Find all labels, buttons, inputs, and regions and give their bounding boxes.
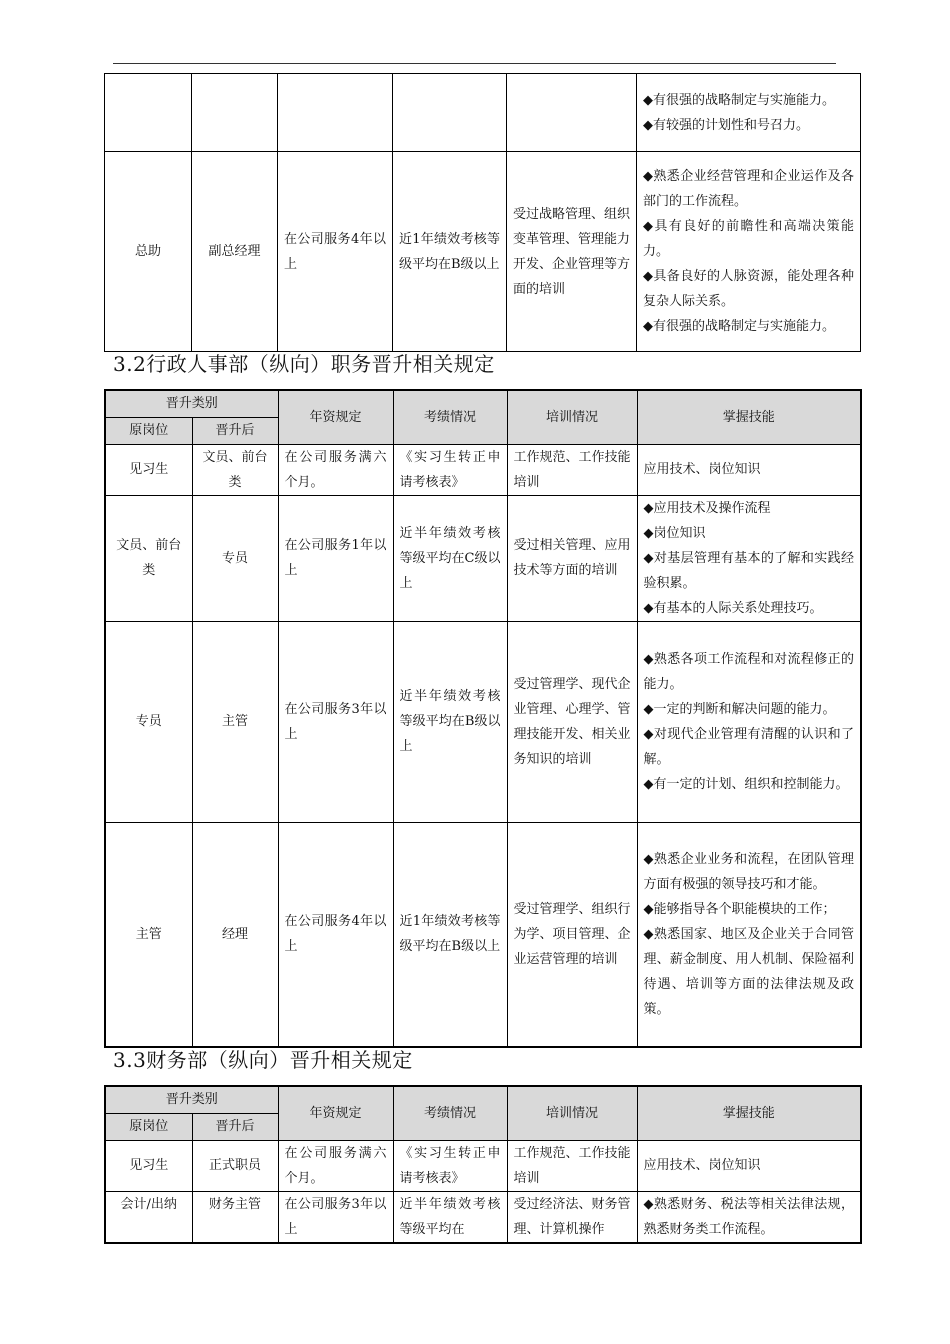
skill-item: ◆熟悉财务、税法等相关法律法规，熟悉财务类工作流程。	[643, 1196, 855, 1237]
promoted-position-cell: 经理	[192, 822, 278, 1047]
promoted-position-cell: 财务主管	[192, 1191, 278, 1243]
promotion-table-continued	[104, 73, 861, 352]
orig-position-cell: 见习生	[105, 444, 192, 495]
skill-item: ◆具有良好的前瞻性和高端决策能力。	[643, 219, 854, 259]
skill-item: ◆对基层管理有基本的了解和实践经验积累。	[643, 550, 855, 591]
table-row	[105, 822, 861, 1047]
header-category: 晋升类别	[105, 390, 278, 417]
promoted-position-cell: 副总经理	[192, 152, 278, 352]
skills-cell	[637, 152, 861, 352]
performance-cell: 近1年绩效考核等级平均在B级以上	[393, 152, 507, 352]
orig-position-cell: 见习生	[105, 1140, 192, 1191]
skill-item: ◆岗位知识	[643, 525, 706, 541]
performance-cell: 近半年绩效考核等级平均在	[393, 1191, 507, 1243]
table-row	[105, 74, 861, 152]
table-header-row	[105, 390, 861, 417]
performance-cell: 近1年绩效考核等级平均在B级以上	[393, 822, 507, 1047]
tenure-cell: 在公司服务3年以上	[278, 1191, 393, 1243]
orig-position-cell: 文员、前台类	[105, 495, 192, 621]
skills-cell	[637, 495, 861, 621]
training-cell: 受过经济法、财务管理、计算机操作	[507, 1191, 637, 1243]
tenure-cell: 在公司服务满六个月。	[278, 1140, 393, 1191]
orig-position-cell: 会计/出纳	[105, 1191, 192, 1243]
skill-item: ◆熟悉国家、地区及企业关于合同管理、薪金制度、用人机制、保险福利待遇、培训等方面的法律法规及政策。	[643, 926, 855, 1017]
header-tenure: 年资规定	[278, 1086, 393, 1140]
skills-cell	[637, 621, 861, 822]
training-cell: 工作规范、工作技能培训	[507, 1140, 637, 1191]
header-orig-position: 原岗位	[105, 1113, 192, 1140]
table-row	[105, 444, 861, 495]
skill-item: ◆熟悉企业业务和流程，在团队管理方面有极强的领导技巧和才能。	[643, 851, 855, 892]
header-training: 培训情况	[507, 1086, 637, 1140]
tenure-cell: 在公司服务满六个月。	[278, 444, 393, 495]
table-row	[105, 1191, 861, 1243]
skill-item: ◆有很强的战略制定与实施能力。	[643, 319, 835, 334]
performance-cell: 近半年绩效考核等级平均在B级以上	[393, 621, 507, 822]
header-orig-position: 原岗位	[105, 417, 192, 444]
orig-position-cell: 主管	[105, 822, 192, 1047]
promoted-position-cell: 主管	[192, 621, 278, 822]
header-tenure: 年资规定	[278, 390, 393, 444]
section-heading-admin: 3.2行政人事部（纵向）职务晋升相关规定	[113, 352, 495, 376]
skills-cell	[637, 1140, 861, 1191]
table-row	[105, 621, 861, 822]
promoted-position-cell: 文员、前台类	[192, 444, 278, 495]
training-cell: 工作规范、工作技能培训	[507, 444, 637, 495]
skill-item: ◆一定的判断和解决问题的能力。	[643, 701, 836, 717]
header-category: 晋升类别	[105, 1086, 278, 1113]
finance-promotion-table	[104, 1085, 862, 1244]
header-skills: 掌握技能	[637, 1086, 861, 1140]
header-rule	[113, 63, 836, 64]
skills-cell	[637, 1191, 861, 1243]
skill-item: ◆熟悉企业经营管理和企业运作及各部门的工作流程。	[643, 169, 854, 209]
skill-item: ◆能够指导各个职能模块的工作；	[643, 901, 836, 917]
table-row	[105, 495, 861, 621]
training-cell: 受过相关管理、应用技术等方面的培训	[507, 495, 637, 621]
orig-position-cell: 总助	[105, 152, 192, 352]
table-row	[105, 1140, 861, 1191]
promoted-position-cell: 专员	[192, 495, 278, 621]
tenure-cell: 在公司服务1年以上	[278, 495, 393, 621]
training-cell: 受过管理学、现代企业管理、心理学、管理技能开发、相关业务知识的培训	[507, 621, 637, 822]
skill-item: ◆应用技术及操作流程	[643, 500, 771, 516]
skills-cell	[637, 74, 861, 152]
tenure-cell: 在公司服务4年以上	[278, 152, 393, 352]
section-heading-finance: 3.3财务部（纵向）晋升相关规定	[113, 1048, 413, 1072]
training-cell	[507, 74, 637, 152]
skill-item: 应用技术、岗位知识	[643, 462, 761, 477]
skill-item: ◆对现代企业管理有清醒的认识和了解。	[643, 726, 855, 767]
header-promoted-position: 晋升后	[192, 1113, 278, 1140]
performance-cell: 近半年绩效考核等级平均在C级以上	[393, 495, 507, 621]
training-cell: 受过管理学、组织行为学、项目管理、企业运营管理的培训	[507, 822, 637, 1047]
skill-item: ◆具备良好的人脉资源，能处理各种复杂人际关系。	[643, 269, 854, 309]
performance-cell	[393, 74, 507, 152]
skill-item: ◆熟悉各项工作流程和对流程修正的能力。	[643, 651, 855, 692]
skills-cell	[637, 444, 861, 495]
admin-promotion-table	[104, 389, 862, 1048]
skill-item: ◆有较强的计划性和号召力。	[643, 117, 809, 133]
promoted-position-cell: 正式职员	[192, 1140, 278, 1191]
table-header-row	[105, 1086, 861, 1113]
header-training: 培训情况	[507, 390, 637, 444]
skill-item: ◆有一定的计划、组织和控制能力。	[643, 776, 849, 792]
header-performance: 考绩情况	[393, 1086, 507, 1140]
skill-item: ◆有基本的人际关系处理技巧。	[643, 600, 823, 616]
performance-cell: 《实习生转正申请考核表》	[393, 444, 507, 495]
skills-cell	[637, 822, 861, 1047]
header-performance: 考绩情况	[393, 390, 507, 444]
orig-position-cell: 专员	[105, 621, 192, 822]
header-promoted-position: 晋升后	[192, 417, 278, 444]
orig-position-cell	[105, 74, 192, 152]
skill-item: 应用技术、岗位知识	[643, 1158, 761, 1173]
tenure-cell: 在公司服务3年以上	[278, 621, 393, 822]
performance-cell: 《实习生转正申请考核表》	[393, 1140, 507, 1191]
header-skills: 掌握技能	[637, 390, 861, 444]
tenure-cell: 在公司服务4年以上	[278, 822, 393, 1047]
tenure-cell	[278, 74, 393, 152]
promoted-position-cell	[192, 74, 278, 152]
training-cell: 受过战略管理、组织变革管理、管理能力开发、企业管理等方面的培训	[507, 152, 637, 352]
table-row	[105, 152, 861, 352]
skill-item: ◆有很强的战略制定与实施能力。	[643, 92, 835, 108]
